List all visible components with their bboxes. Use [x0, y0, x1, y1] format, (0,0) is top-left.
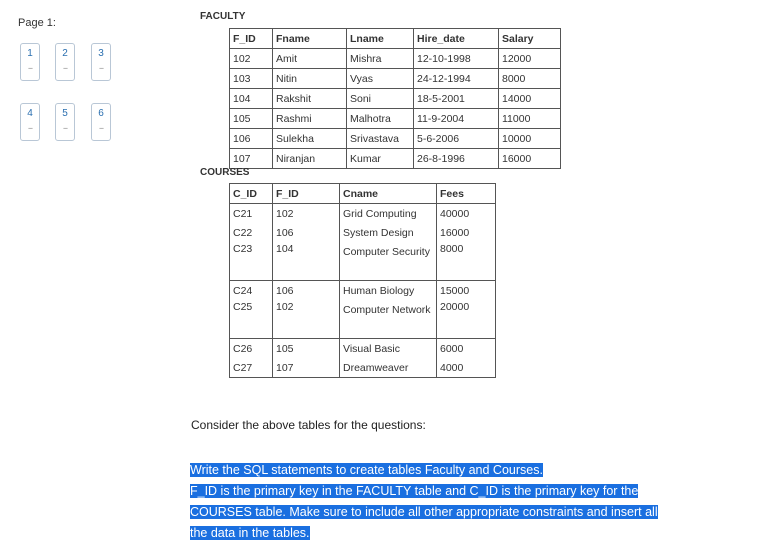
table-cell: 26-8-1996	[414, 149, 499, 169]
page-status: --	[28, 63, 32, 73]
page-number: 3	[98, 48, 104, 59]
table-cell: Dreamweaver	[340, 358, 437, 378]
column-header: Lname	[347, 29, 414, 49]
table-cell: 15000	[437, 281, 496, 301]
table-cell: C26	[230, 339, 273, 359]
page-button-1[interactable]	[20, 43, 40, 81]
table-row	[230, 89, 561, 109]
table-cell: Computer Network	[340, 300, 437, 339]
table-cell: 20000	[437, 300, 496, 339]
column-header: C_ID	[230, 184, 273, 204]
page-status: --	[63, 123, 67, 133]
table-cell: Niranjan	[273, 149, 347, 169]
page-status: --	[63, 63, 67, 73]
page-button-4[interactable]	[20, 103, 40, 141]
table-cell: 8000	[499, 69, 561, 89]
page-button-5[interactable]	[55, 103, 75, 141]
column-header: Salary	[499, 29, 561, 49]
table-cell: 40000	[437, 204, 496, 224]
table-cell: Vyas	[347, 69, 414, 89]
column-header: Fees	[437, 184, 496, 204]
table-row	[230, 204, 496, 224]
page-status: --	[28, 123, 32, 133]
table-cell: 105	[230, 109, 273, 129]
table-cell: System Design	[340, 223, 437, 242]
table-cell: Visual Basic	[340, 339, 437, 359]
page-status: --	[99, 123, 103, 133]
page-number: 5	[62, 108, 68, 119]
table-cell: Computer Security	[340, 242, 437, 281]
table-cell: 102	[273, 300, 340, 339]
table-header-row	[230, 184, 496, 204]
table-cell: Rakshit	[273, 89, 347, 109]
question-intro: Consider the above tables for the questions:	[191, 418, 426, 432]
table-cell: C23	[230, 242, 273, 281]
table-cell: 12000	[499, 49, 561, 69]
table-cell: 107	[230, 149, 273, 169]
table-cell: 6000	[437, 339, 496, 359]
table-cell: Sulekha	[273, 129, 347, 149]
table-row	[230, 242, 496, 281]
page-status: --	[99, 63, 103, 73]
column-header: F_ID	[273, 184, 340, 204]
page-number: 2	[62, 48, 68, 59]
page-button-2[interactable]	[55, 43, 75, 81]
courses-title: COURSES	[200, 167, 250, 178]
table-row	[230, 339, 496, 359]
table-row	[230, 109, 561, 129]
table-cell: Mishra	[347, 49, 414, 69]
table-cell: Grid Computing	[340, 204, 437, 224]
table-cell: C22	[230, 223, 273, 242]
table-cell: 16000	[437, 223, 496, 242]
table-row	[230, 300, 496, 339]
table-cell: 11-9-2004	[414, 109, 499, 129]
table-cell: 104	[230, 89, 273, 109]
table-cell: C27	[230, 358, 273, 378]
table-cell: 16000	[499, 149, 561, 169]
table-cell: 105	[273, 339, 340, 359]
column-header: F_ID	[230, 29, 273, 49]
table-cell: Rashmi	[273, 109, 347, 129]
column-header: Hire_date	[414, 29, 499, 49]
question-line: COURSES table. Make sure to include all other appropriate constraints and insert all	[190, 505, 658, 519]
table-cell: 24-12-1994	[414, 69, 499, 89]
table-cell: Srivastava	[347, 129, 414, 149]
table-row	[230, 223, 496, 242]
page-number: 4	[27, 108, 33, 119]
table-cell: C21	[230, 204, 273, 224]
table-cell: 102	[230, 49, 273, 69]
table-cell: 107	[273, 358, 340, 378]
page-number: 1	[27, 48, 33, 59]
table-cell: 106	[230, 129, 273, 149]
table-cell: 102	[273, 204, 340, 224]
table-cell: Soni	[347, 89, 414, 109]
table-cell: Human Biology	[340, 281, 437, 301]
table-row	[230, 149, 561, 169]
question-line: F_ID is the primary key in the FACULTY table and C_ID is the primary key for the	[190, 484, 639, 498]
column-header: Cname	[340, 184, 437, 204]
table-header-row	[230, 29, 561, 49]
page-label: Page 1:	[18, 17, 56, 29]
table-row	[230, 129, 561, 149]
table-cell: C24	[230, 281, 273, 301]
table-cell: 106	[273, 281, 340, 301]
table-cell: 106	[273, 223, 340, 242]
page-number: 6	[98, 108, 104, 119]
question-line: the data in the tables.	[190, 526, 310, 540]
table-cell: 14000	[499, 89, 561, 109]
table-row	[230, 69, 561, 89]
question-line: Write the SQL statements to create tables Faculty and Courses.	[190, 463, 543, 477]
table-cell: 104	[273, 242, 340, 281]
page-button-3[interactable]	[91, 43, 111, 81]
table-cell: 5-6-2006	[414, 129, 499, 149]
faculty-title: FACULTY	[200, 11, 246, 22]
table-cell: 10000	[499, 129, 561, 149]
courses-table	[229, 183, 496, 378]
table-cell: 4000	[437, 358, 496, 378]
table-cell: 8000	[437, 242, 496, 281]
table-cell: C25	[230, 300, 273, 339]
table-cell: 12-10-1998	[414, 49, 499, 69]
table-row	[230, 281, 496, 301]
table-cell: 18-5-2001	[414, 89, 499, 109]
table-cell: 11000	[499, 109, 561, 129]
selected-question-text[interactable]	[190, 460, 730, 544]
table-row	[230, 49, 561, 69]
table-cell: 103	[230, 69, 273, 89]
table-cell: Nitin	[273, 69, 347, 89]
page-button-6[interactable]	[91, 103, 111, 141]
table-cell: Malhotra	[347, 109, 414, 129]
column-header: Fname	[273, 29, 347, 49]
table-row	[230, 358, 496, 378]
faculty-table	[229, 28, 561, 169]
table-cell: Amit	[273, 49, 347, 69]
table-cell: Kumar	[347, 149, 414, 169]
